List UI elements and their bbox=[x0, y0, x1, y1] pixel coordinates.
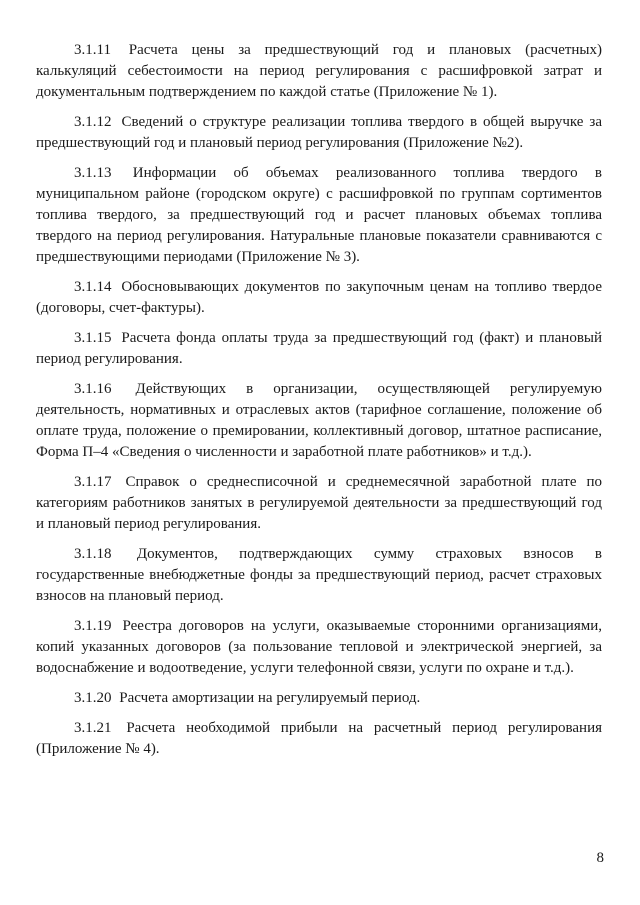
item-number: 3.1.12 bbox=[74, 114, 112, 130]
document-page bbox=[36, 40, 602, 769]
item-number: 3.1.13 bbox=[74, 165, 112, 181]
item-text: Расчета фонда оплаты труда за предшествующий год (факт) и плановый период регулирования. bbox=[36, 330, 603, 367]
item-3-1-19 bbox=[36, 616, 602, 679]
item-text: Расчета необходимой прибыли на расчетный период регулирования (Приложение № 4). bbox=[36, 720, 602, 757]
item-3-1-21 bbox=[36, 718, 602, 760]
page-number: 8 bbox=[596, 850, 604, 866]
item-number: 3.1.14 bbox=[74, 279, 112, 295]
item-text: Реестра договоров на услуги, оказываемые сторонними организациями, копий указанных договоров (за пользование тепловой и электрической энергией, за водоснабжение и водоотведение, услуги телефонной связи, услуги по охране и т.д.). bbox=[36, 618, 603, 676]
item-3-1-12 bbox=[36, 112, 602, 154]
item-number: 3.1.21 bbox=[74, 720, 112, 736]
item-text: Справок о среднесписочной и среднемесячной заработной плате по категориям работников занятых в регулируемой деятельности за предшествующий год и плановый период регулирования. bbox=[36, 474, 603, 532]
item-number: 3.1.17 bbox=[74, 474, 112, 490]
item-number: 3.1.16 bbox=[74, 381, 112, 397]
item-3-1-18 bbox=[36, 544, 602, 607]
item-3-1-14 bbox=[36, 277, 602, 319]
item-3-1-17 bbox=[36, 472, 602, 535]
item-text: Расчета амортизации на регулируемый период. bbox=[119, 690, 421, 706]
item-text: Действующих в организации, осуществляющей регулируемую деятельность, нормативных и отраслевых актов (тарифное соглашение, положение об оплате труда, положение о премировании, коллективный договор, штатное расписание, Форма П–4 «Сведения о численности и заработной плате работников» и т.д.). bbox=[36, 381, 602, 460]
item-3-1-16 bbox=[36, 379, 602, 463]
item-text: Сведений о структуре реализации топлива твердого в общей выручке за предшествующий год и плановый период регулирования (Приложение №2). bbox=[36, 114, 603, 151]
item-text: Документов, подтверждающих сумму страховых взносов в государственные внебюджетные фонды за предшествующий период, расчет страховых взносов на плановый период. bbox=[36, 546, 602, 604]
item-number: 3.1.19 bbox=[74, 618, 112, 634]
item-number: 3.1.20 bbox=[74, 690, 112, 706]
item-3-1-13 bbox=[36, 163, 602, 268]
item-number: 3.1.11 bbox=[74, 42, 111, 58]
item-text: Обосновывающих документов по закупочным ценам на топливо твердое (договоры, счет-фактуры). bbox=[36, 279, 602, 316]
item-3-1-20 bbox=[36, 688, 602, 709]
item-number: 3.1.15 bbox=[74, 330, 112, 346]
item-text: Расчета цены за предшествующий год и плановых (расчетных) калькуляций себестоимости на период регулирования с расшифровкой затрат и документальным подтверждением по каждой статье (Приложение № 1). bbox=[36, 42, 603, 100]
item-3-1-15 bbox=[36, 328, 602, 370]
item-number: 3.1.18 bbox=[74, 546, 112, 562]
item-text: Информации об объемах реализованного топлива твердого в муниципальном районе (городском округе) с расшифровкой по группам сортиментов топлива твердого, за предшествующий год и расчет плановых объемах топлива твердого на период регулирования. Натуральные плановые показатели сравниваются с предшествующими периодами (Приложение № 3). bbox=[36, 165, 602, 265]
item-3-1-11 bbox=[36, 40, 602, 103]
